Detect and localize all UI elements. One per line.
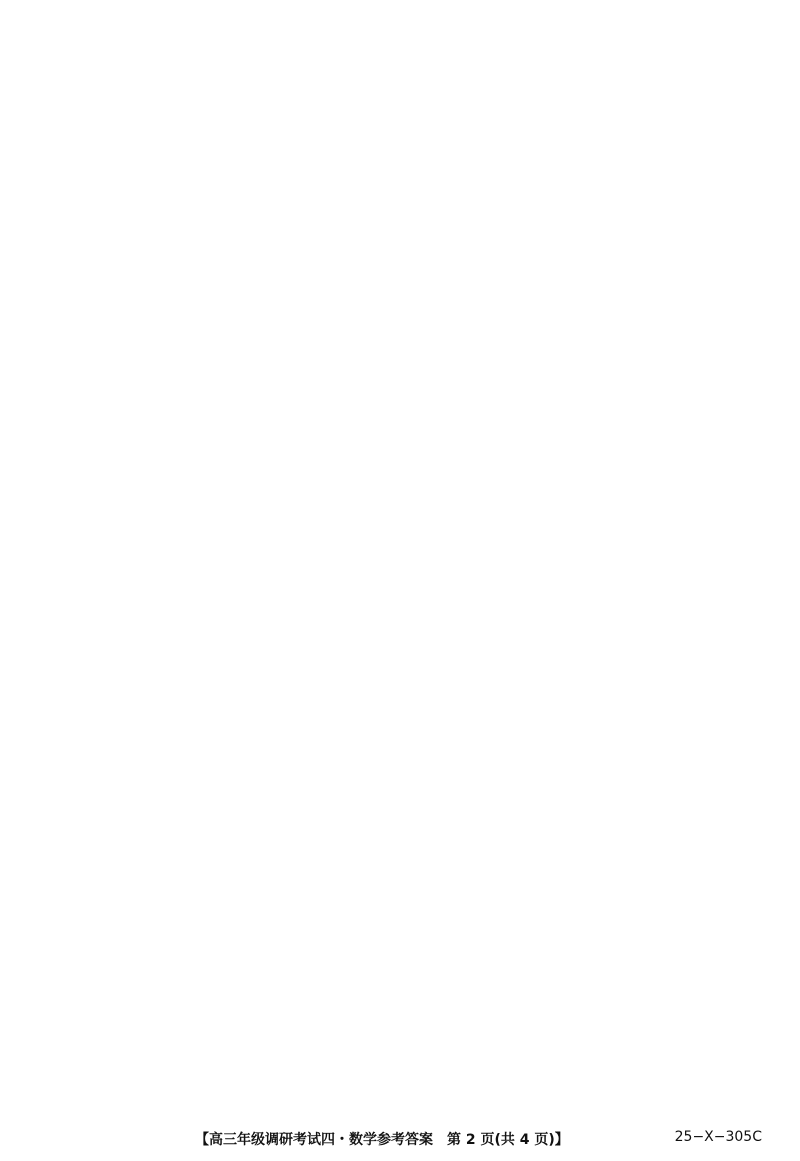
footer-title: 【高三年级调研考试四・数学参考答案 第 2 页(共 4 页)】 (195, 1132, 569, 1148)
footer-code: 25−X−305C (674, 1129, 762, 1145)
